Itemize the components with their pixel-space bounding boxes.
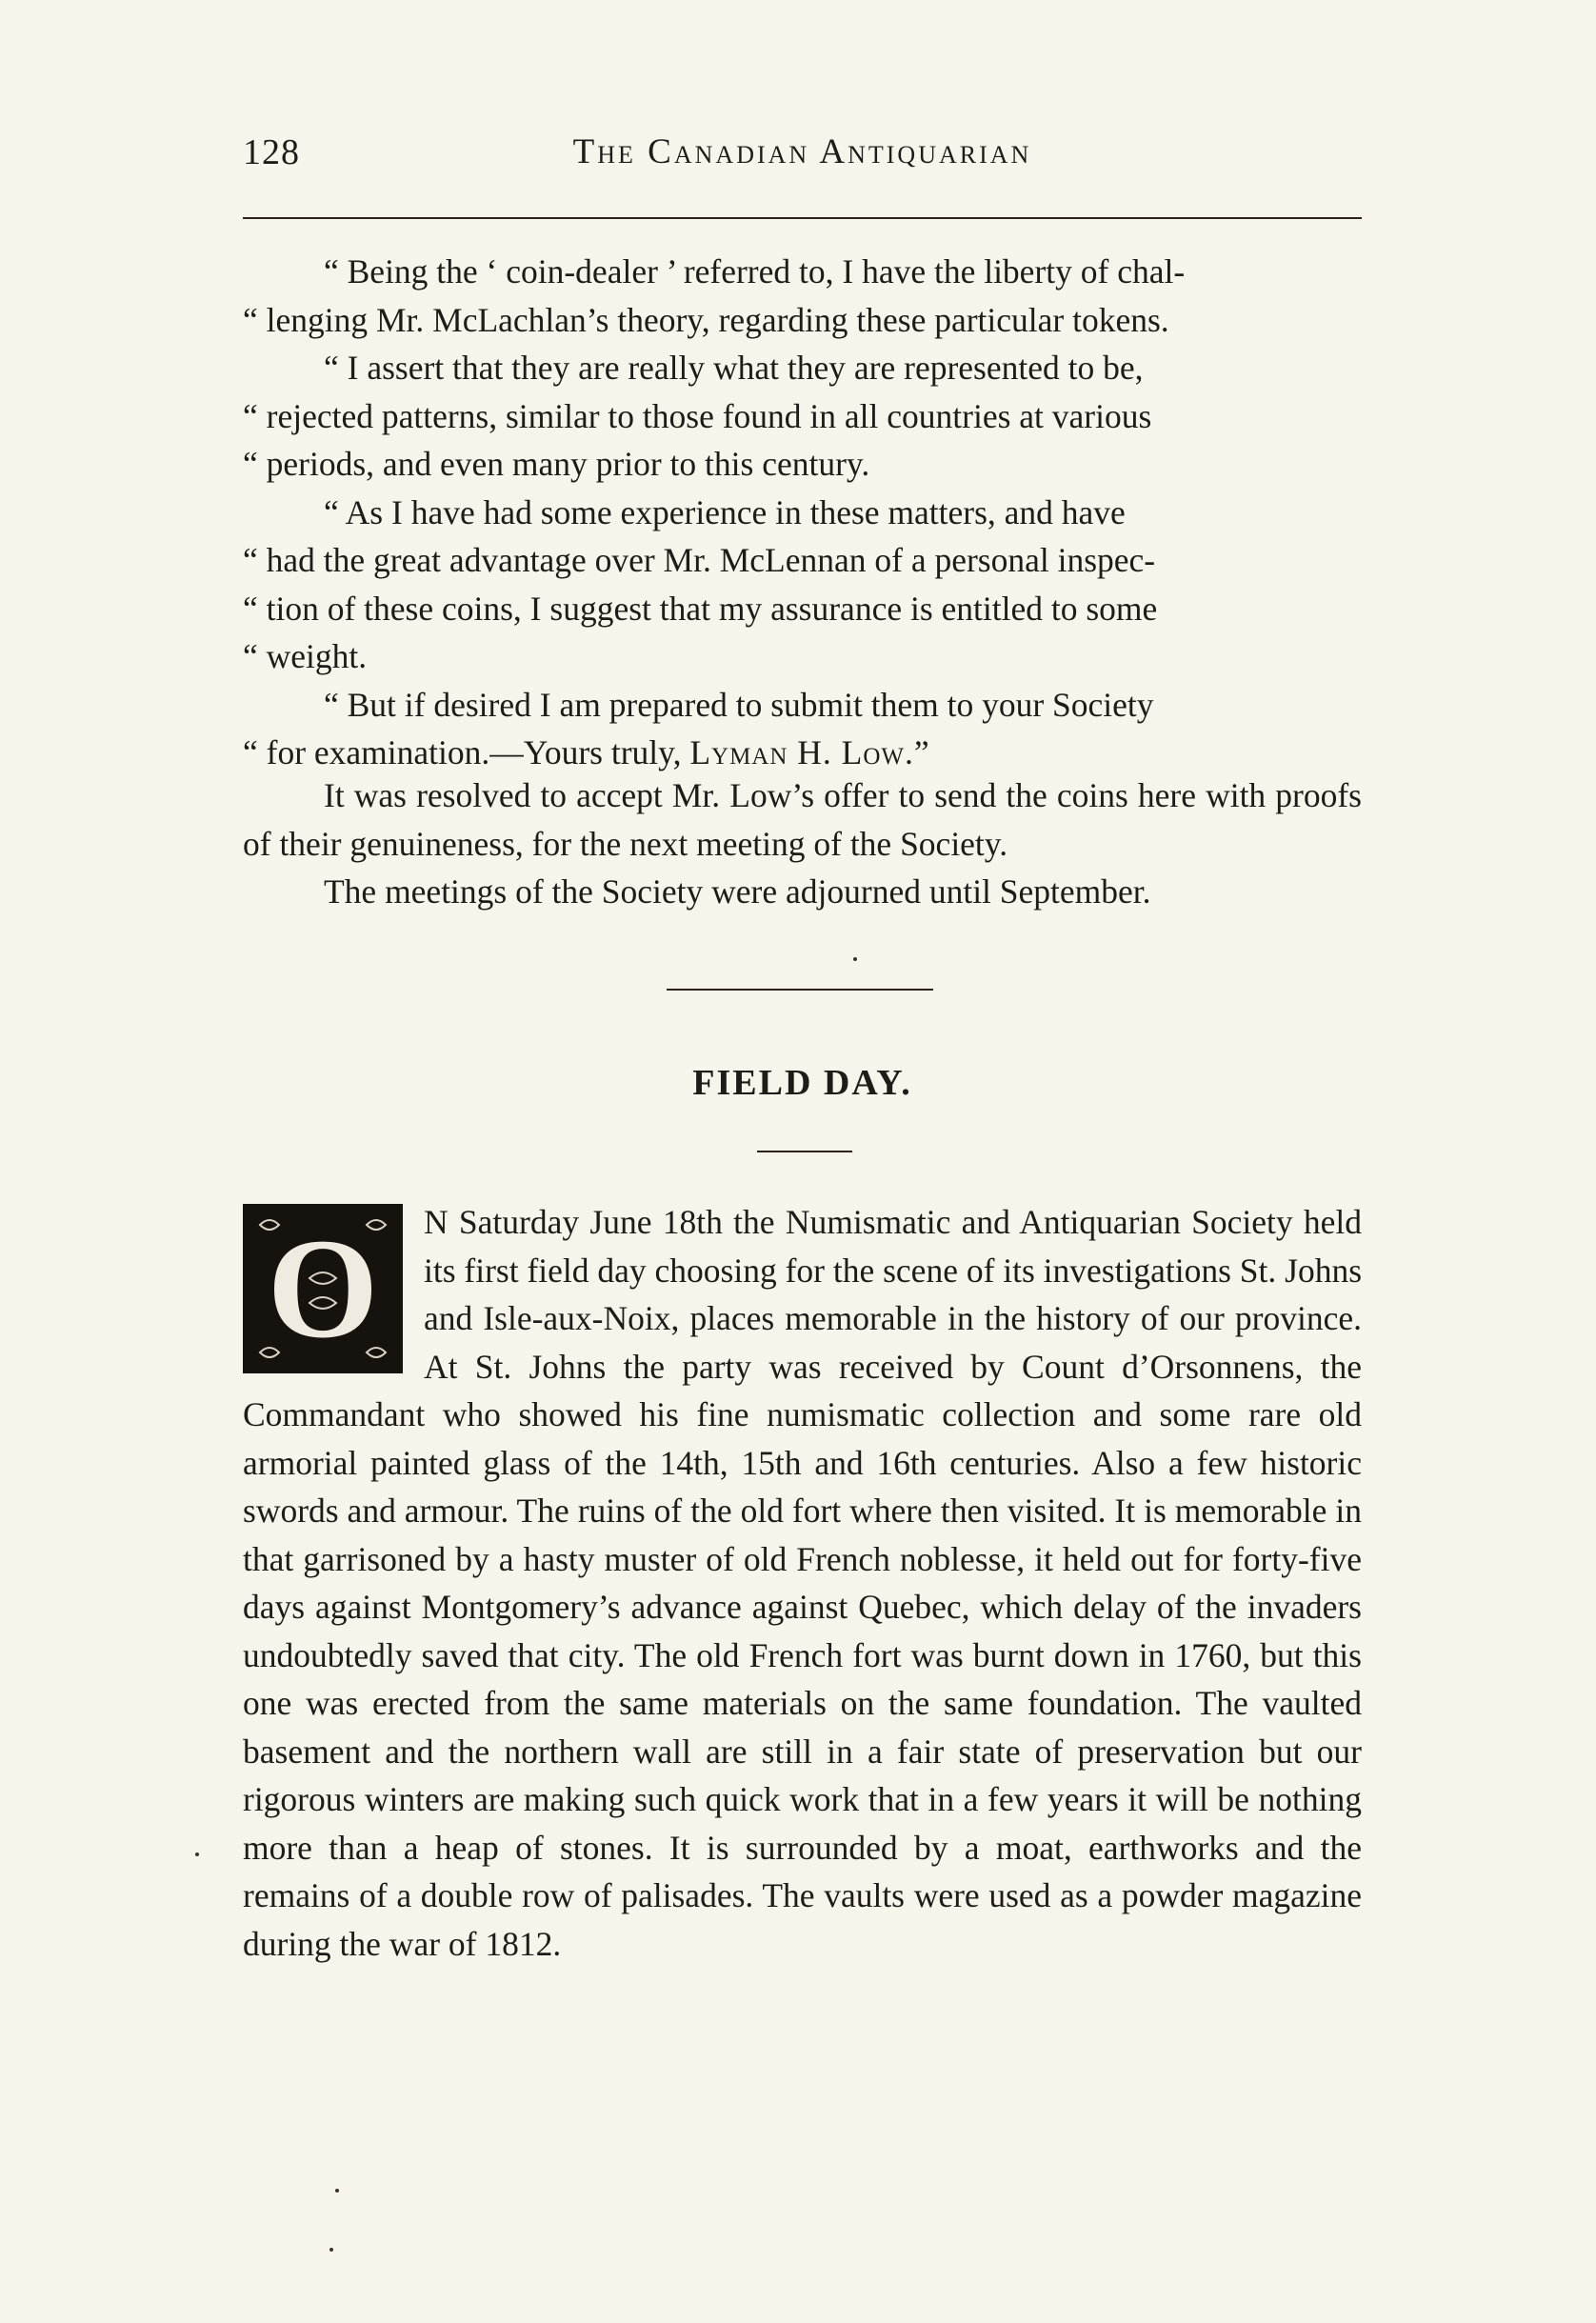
section-title: FIELD DAY. xyxy=(692,1063,912,1103)
ornamental-drop-cap xyxy=(243,1204,403,1373)
print-speck xyxy=(335,2189,339,2193)
letter-line: “ I assert that they are really what they are represented to be, xyxy=(324,349,1144,387)
print-speck xyxy=(195,1852,199,1856)
drop-cap-letter: O xyxy=(267,1210,379,1368)
letter-line-closing xyxy=(243,729,1362,777)
article-body xyxy=(243,1198,1362,1968)
letter-line: “ had the great advantage over Mr. McLennan of a personal inspec- xyxy=(243,541,1156,579)
letter-closing-text: “ for examination.—Yours truly, xyxy=(243,733,682,771)
article-paragraph: N Saturday June 18th the Numismatic and Antiquarian Society held its first field day choosing for the scene of its investigations St. Johns and Isle-aux-Noix, places memorable in the history of our province. At St. Johns the party was received by Count d’Orsonnens, the Commandant who showed his fine numismatic collection and some rare old armorial painted glass of the 14th, 15th and 16th centuries. Also a few historic swords and armour. The ruins of the old fort where then visited. It is memorable in that garrisoned by a hasty muster of old French noblesse, it held out for forty-five days against Montgomery’s advance against Quebec, which delay of the invaders undoubtedly saved that city. The old French fort was burnt down in 1760, but this one was erected from the same materials on the same foundation. The vaulted basement and the northern wall are still in a fair state of preservation but our rigorous winters are making such quick work that in a few years it will be nothing more than a heap of stones. It is surrounded by a moat, earthworks and the remains of a double row of palisades. The vaults were used as a powder magazine during the war of 1812. xyxy=(243,1203,1363,1963)
page-number: 128 xyxy=(243,132,300,172)
running-title: The Canadian Antiquarian xyxy=(572,132,1032,171)
letter-line: “ Being the ‘ coin-dealer ’ referred to, I have the liberty of chal- xyxy=(324,252,1186,290)
letter-line: “ periods, and even many prior to this century. xyxy=(243,445,870,483)
letter-line: “ But if desired I am prepared to submit them to your Society xyxy=(324,685,1154,724)
adjournment-paragraph: The meetings of the Society were adjourned until September. xyxy=(324,872,1151,911)
section-separator-rule xyxy=(667,989,933,991)
print-speck xyxy=(853,957,857,961)
letter-line: “ As I have had some experience in these matters, and have xyxy=(324,492,1126,531)
letter-signature: Lyman H. Low.” xyxy=(689,733,930,771)
letter-line: “ rejected patterns, similar to those found in all countries at various xyxy=(243,396,1152,435)
running-head xyxy=(243,124,1362,181)
letter-line: “ weight. xyxy=(243,637,368,675)
print-speck xyxy=(329,2248,333,2252)
minutes-paragraphs xyxy=(243,771,1362,916)
letter-line: “ tion of these coins, I suggest that my assurance is entitled to some xyxy=(243,589,1158,628)
letter-line: “ lenging Mr. McLachlan’s theory, regarding these particular tokens. xyxy=(243,300,1169,339)
title-underline-rule xyxy=(757,1151,852,1152)
letter-quotation xyxy=(243,248,1362,777)
resolution-paragraph: It was resolved to accept Mr. Low’s offer to send the coins here with proofs of their genuineness, for the next meeting of the Society. xyxy=(243,776,1362,863)
header-rule xyxy=(243,217,1362,219)
